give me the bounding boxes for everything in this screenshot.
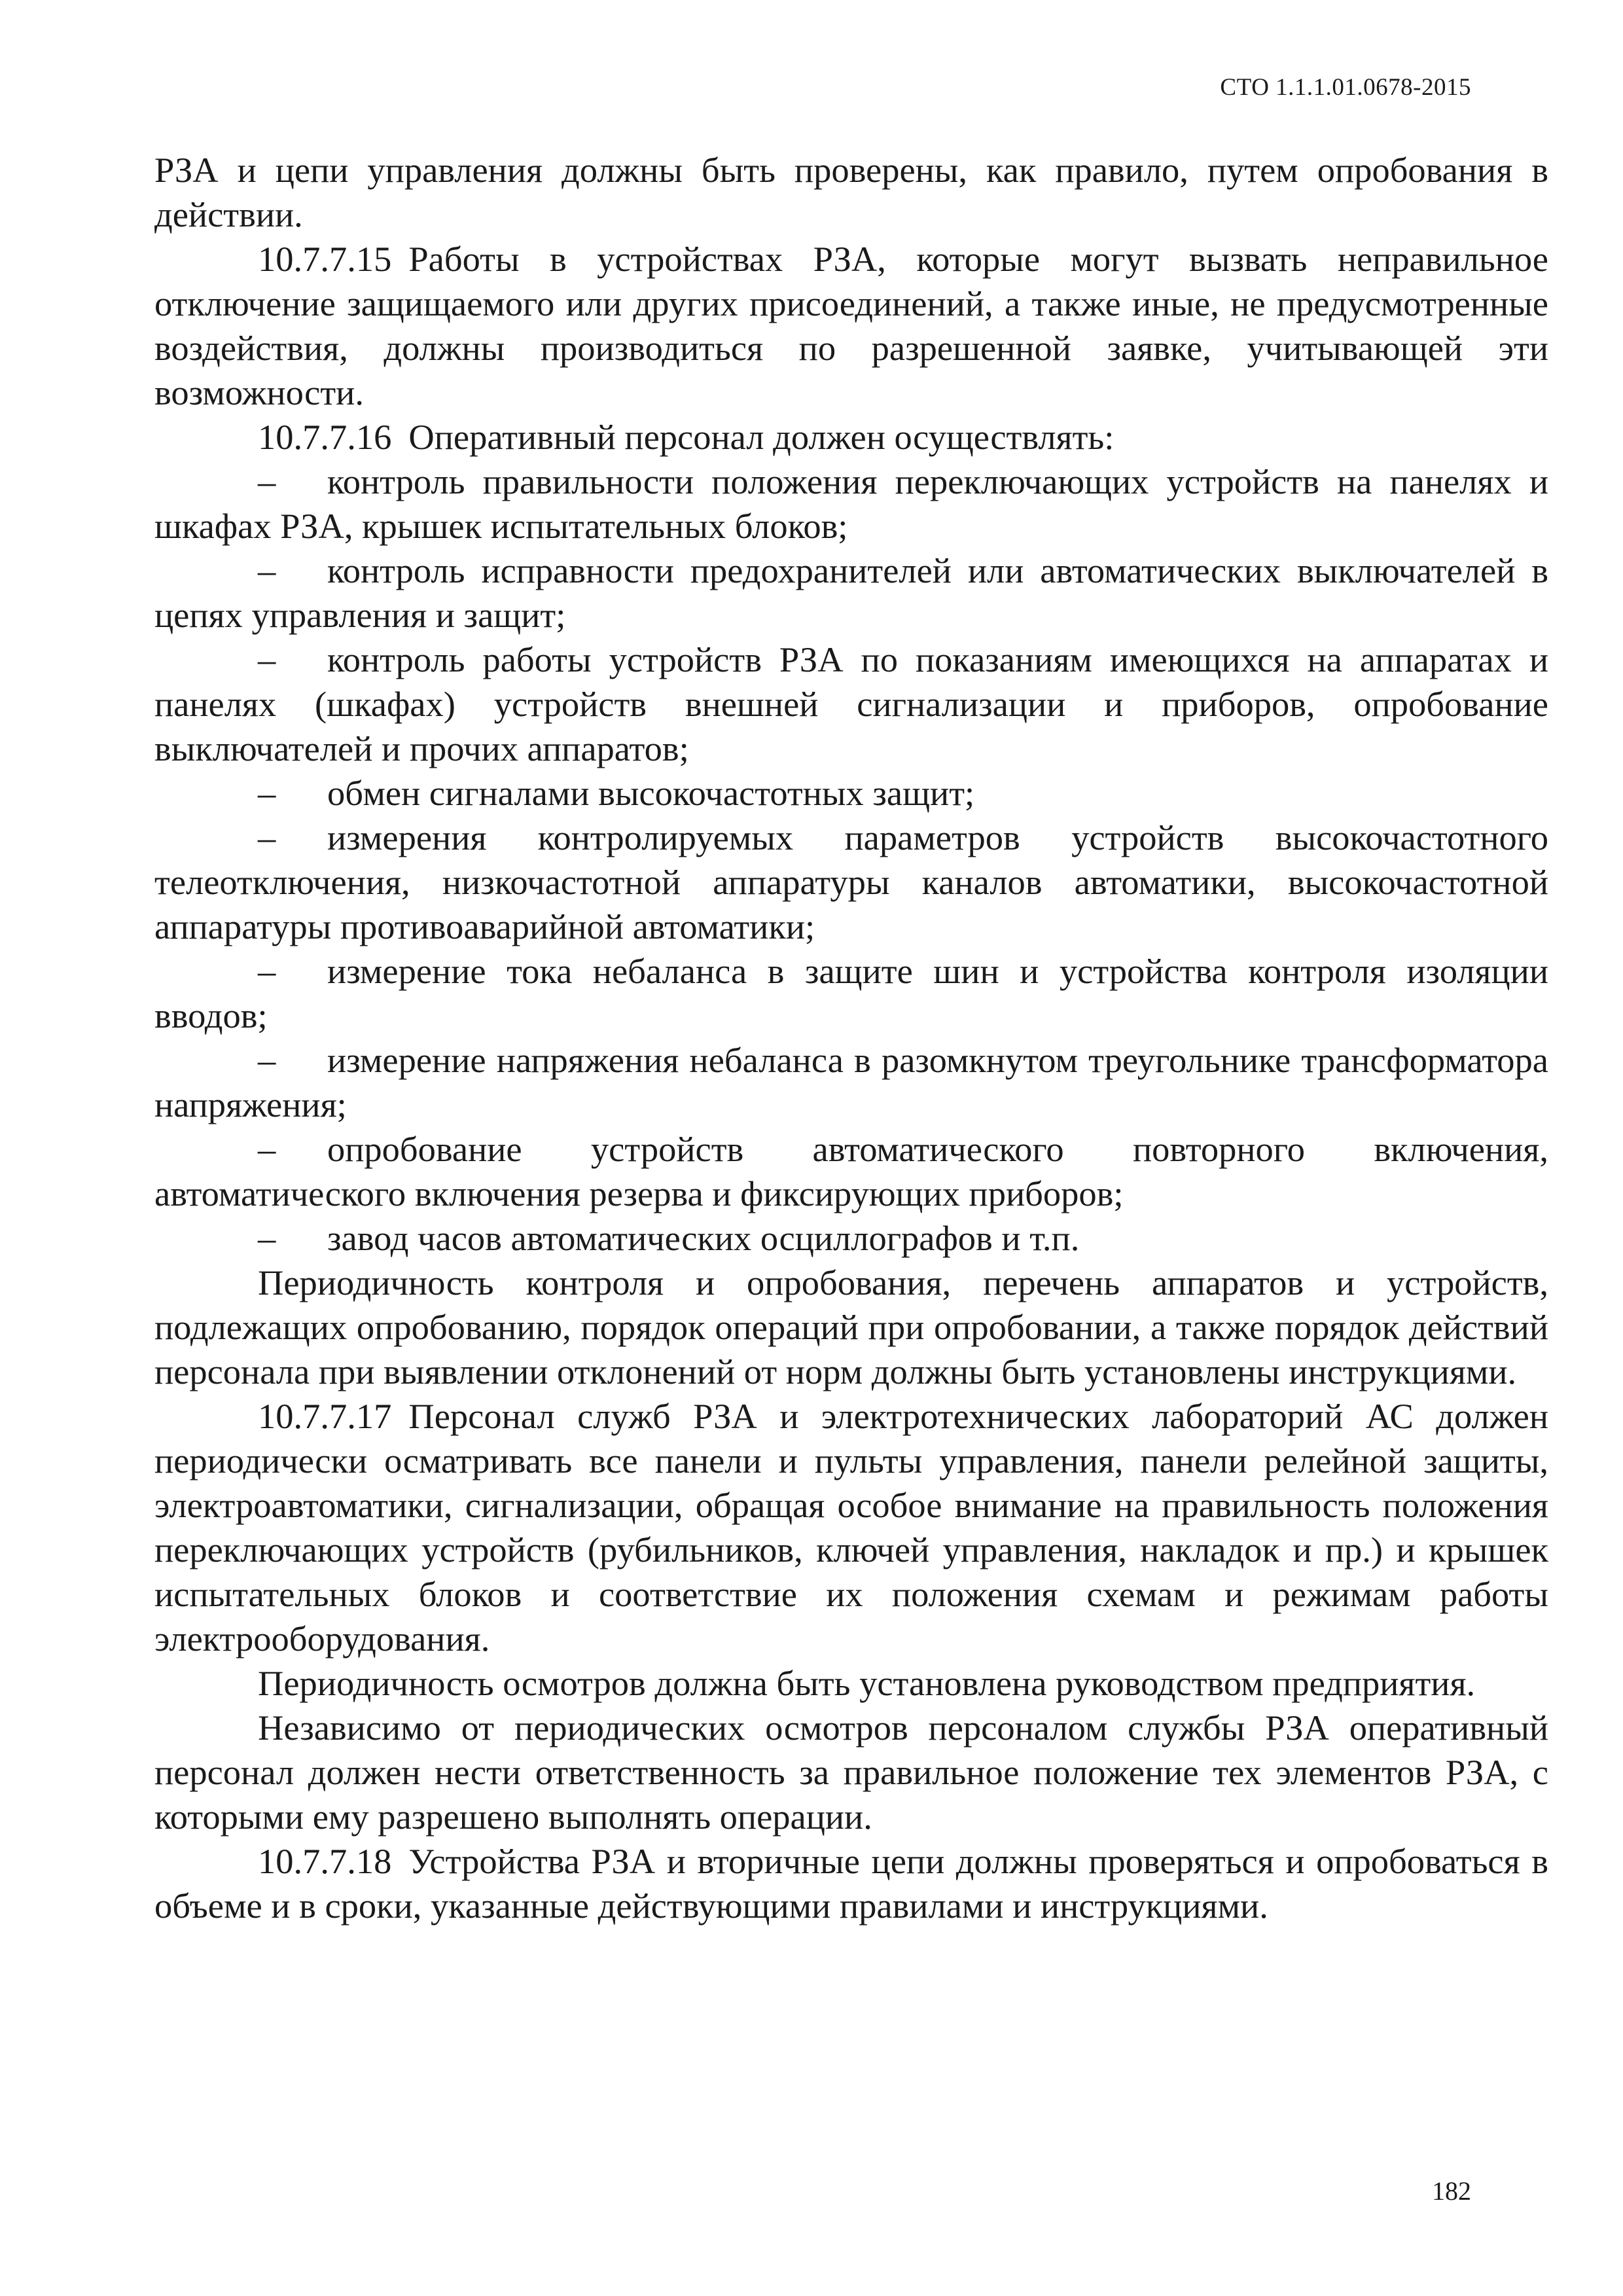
list-item-text: измерения контролируемых параметров устройств высокочастотного телеотключения, низкочастотной аппаратуры каналов автоматики, высокочастотной аппаратуры противоаварийной автоматики; [154, 817, 1548, 946]
list-dash: – [258, 1218, 276, 1258]
list-dash: – [258, 1040, 276, 1080]
paragraph-text: Независимо от периодических осмотров персоналом службы РЗА оперативный персонал должен нести ответственность за правильное положение тех элементов РЗА, с которыми ему разрешено выполнять операции. [154, 1708, 1548, 1837]
paragraph [154, 1261, 1548, 1394]
list-item [154, 949, 1548, 1038]
list-item-text: контроль исправности предохранителей или автоматических выключателей в цепях управления и защит; [154, 550, 1548, 635]
list-item [154, 548, 1548, 637]
paragraph [154, 1706, 1548, 1839]
list-item-text: опробование устройств автоматического повторного включения, автоматического включения резерва и фиксирующих приборов; [154, 1129, 1548, 1213]
list-dash: – [258, 461, 276, 501]
list-item [154, 637, 1548, 771]
list-item-text: контроль работы устройств РЗА по показаниям имеющихся на аппаратах и панелях (шкафах) устройств внешней сигнализации и приборов, опробование выключателей и прочих аппаратов; [154, 639, 1548, 768]
list-item [154, 1216, 1548, 1261]
list-item-text: обмен сигналами высокочастотных защит; [327, 773, 975, 813]
clause-10-7-7-16 [154, 415, 1548, 459]
list-item [154, 816, 1548, 949]
clause-text: Работы в устройствах РЗА, которые могут вызвать неправильное отключение защищаемого или других присоединений, а также иные, не предусмотренные воздействия, должны производиться по разрешенной заявке, учитывающей эти возможности. [154, 239, 1548, 412]
list-item [154, 1038, 1548, 1127]
clause-number: 10.7.7.16 [258, 417, 392, 457]
clause-text: Персонал служб РЗА и электротехнических лабораторий АС должен периодически осматривать все панели и пульты управления, панели релейной защиты, электроавтоматики, сигнализации, обращая особое внимание на правильность положения переключающих устройств (рубильников, ключей управления, накладок и пр.) и крышек испытательных блоков и соответствие их положения схемам и режимам работы электрооборудования. [154, 1396, 1548, 1659]
page-number: 182 [1432, 2176, 1471, 2206]
list-dash: – [258, 773, 276, 813]
list-dash: – [258, 639, 276, 679]
paragraph-text: Периодичность осмотров должна быть установлена руководством предприятия. [258, 1663, 1476, 1703]
list-item [154, 771, 1548, 816]
clause-10-7-7-18 [154, 1839, 1548, 1928]
list-dash: – [258, 951, 276, 991]
document-body [154, 148, 1548, 1928]
list-dash: – [258, 817, 276, 857]
clause-number: 10.7.7.18 [258, 1841, 392, 1881]
list-item-text: измерение тока небаланса в защите шин и устройства контроля изоляции вводов; [154, 951, 1548, 1035]
clause-10-7-7-17 [154, 1394, 1548, 1661]
paragraph-continuation [154, 148, 1548, 237]
list-item-text: измерение напряжения небаланса в разомкнутом треугольнике трансформатора напряжения; [154, 1040, 1548, 1124]
paragraph-text: Периодичность контроля и опробования, перечень аппаратов и устройств, подлежащих опробованию, порядок операций при опробовании, а также порядок действий персонала при выявлении отклонений от норм должны быть установлены инструкциями. [154, 1263, 1548, 1391]
clause-text: Оперативный персонал должен осуществлять: [408, 417, 1115, 457]
list-item [154, 1127, 1548, 1216]
clause-text: Устройства РЗА и вторичные цепи должны проверяться и опробоваться в объеме и в сроки, указанные действующими правилами и инструкциями. [154, 1841, 1548, 1926]
clause-number: 10.7.7.15 [258, 239, 392, 279]
list-item-text: завод часов автоматических осциллографов и т.п. [327, 1218, 1080, 1258]
list-item-text: контроль правильности положения переключающих устройств на панелях и шкафах РЗА, крышек испытательных блоков; [154, 461, 1548, 546]
list-dash: – [258, 1129, 276, 1169]
clause-10-7-7-15 [154, 237, 1548, 415]
list-item [154, 459, 1548, 548]
document-code-header: СТО 1.1.1.01.0678-2015 [1220, 74, 1471, 101]
paragraph-text: РЗА и цепи управления должны быть проверены, как правило, путем опробования в действии. [154, 150, 1548, 234]
paragraph [154, 1661, 1548, 1706]
clause-number: 10.7.7.17 [258, 1396, 392, 1436]
list-dash: – [258, 550, 276, 590]
